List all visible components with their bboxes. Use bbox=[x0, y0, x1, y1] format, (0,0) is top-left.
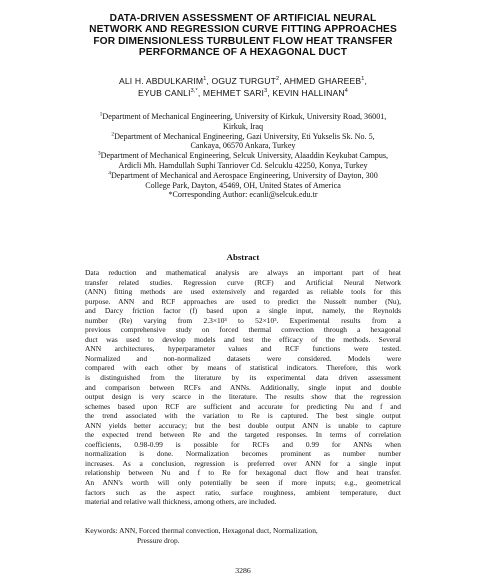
affiliation-line bbox=[60, 132, 426, 142]
title-line: FOR DIMENSIONLESS TURBULENT FLOW HEAT TRANSFER bbox=[93, 35, 393, 47]
author-separator: , bbox=[267, 87, 273, 98]
abstract-line: An ANN's worth will only potentially be seen if more inputs; e.g., geometrical bbox=[85, 478, 401, 488]
abstract-line: number (Re) varying from 2.3×10³ to 52×10³. Experimental results from a bbox=[85, 315, 401, 325]
keywords-line bbox=[85, 526, 401, 536]
author-line bbox=[40, 76, 446, 88]
abstract-line: ANN yields better accuracy; but the best double output ANN is unable to capture bbox=[85, 420, 401, 430]
author bbox=[272, 88, 348, 98]
abstract-line: purpose. ANN and RCF approaches are used to predict the Nusselt number (Nu), bbox=[85, 296, 401, 306]
title-line: PERFORMANCE OF A HEXAGONAL DUCT bbox=[138, 47, 348, 59]
abstract-line: output design is very scarce in the literature. The results show that the regression bbox=[85, 392, 401, 402]
affiliation-line bbox=[60, 112, 426, 122]
abstract-line: Data reduction and mathematical analysis are always an important part of heat bbox=[85, 268, 401, 277]
affiliation-text: Department of Mechanical and Aerospace Engineering, University of Dayton, 300 bbox=[110, 170, 378, 180]
affiliation-text: Department of Mechanical Engineering, Selcuk University, Alaaddin Keykubat Campus, bbox=[100, 151, 389, 161]
author-separator: , bbox=[279, 76, 284, 86]
abstract-line: the expected trend between Re and the targeted responses. In terms of correlation bbox=[85, 430, 401, 440]
page-number: 3286 bbox=[235, 566, 251, 575]
affiliation-text: Department of Mechanical Engineering, University of Kirkuk, University Road, 36001, bbox=[102, 112, 387, 121]
author-name: OGUZ TURGUT bbox=[211, 76, 277, 86]
affiliation-text: Department of Mechanical Engineering, Gazi University, Eti Yukselis Sk. No. 5, bbox=[114, 131, 375, 141]
author-line bbox=[40, 88, 446, 100]
abstract-line: normalization is done. Normalization becomes prominent as number number bbox=[85, 449, 401, 459]
author-separator: , bbox=[206, 76, 212, 86]
affiliations bbox=[60, 112, 426, 200]
author-affiliation-mark: 4 bbox=[344, 87, 348, 94]
paper-title bbox=[40, 13, 446, 59]
affiliation-text: College Park, Dayton, 45469, OH, United States of America bbox=[145, 180, 341, 190]
affiliation-line bbox=[60, 151, 426, 161]
affiliation-text: Cankaya, 06570 Ankara, Turkey bbox=[190, 141, 296, 151]
author-name: EYUB CANLI bbox=[138, 87, 191, 98]
affiliation-line bbox=[60, 171, 426, 181]
abstract-line: ANN architectures, hyperparameter values and RCF functions were tested. bbox=[85, 344, 401, 354]
title-line: NETWORK AND REGRESSION CURVE FITTING APPROACHES bbox=[89, 24, 397, 36]
abstract-line: transfer related studies. Regression curve (RCF) and Artificial Neural Network bbox=[85, 277, 401, 287]
abstract-line: coefficients, 0.98-0.99 is possible for RCFs and 0.99 for ANNs when bbox=[85, 439, 401, 449]
author bbox=[284, 76, 367, 86]
abstract-line: increases. As a conclusion, regression is preferred over ANN for a single input bbox=[85, 458, 401, 468]
affiliation-mark: 1 bbox=[99, 111, 103, 118]
author-affiliation-mark: 3 bbox=[264, 87, 268, 94]
affiliation-mark: 2 bbox=[111, 130, 115, 137]
abstract-line: material and relative wall thickness, among others, are included. bbox=[85, 497, 277, 507]
author-separator: , bbox=[364, 76, 368, 86]
title-line: DATA-DRIVEN ASSESSMENT OF ARTIFICIAL NEURAL bbox=[109, 13, 377, 24]
abstract-line: schemes based upon RCF are sufficient and accurate for predicting Nu and f and bbox=[85, 401, 401, 411]
keywords-line: Pressure drop. bbox=[137, 535, 180, 545]
affiliation-text: *Corresponding Author: ecanli@selcuk.edu.tr bbox=[168, 190, 318, 200]
author bbox=[212, 76, 284, 86]
abstract-line: duct was used to develop models and test the efficacy of the methods. Several bbox=[85, 334, 401, 344]
affiliation-line bbox=[60, 141, 426, 151]
author-name: AHMED GHAREEB bbox=[283, 76, 362, 86]
abstract-line: previous comprehensive study on forced thermal convection through a hexagonal bbox=[85, 325, 401, 335]
affiliation-line bbox=[60, 122, 426, 132]
author bbox=[138, 88, 203, 98]
author-name: KEVIN HALLINAN bbox=[272, 87, 345, 98]
abstract-line: factors such as the aspect ratio, surface roughness, ambient temperature, duct bbox=[85, 487, 401, 497]
author bbox=[203, 88, 272, 98]
abstract-line: and Darcy friction factor (f) based upon a single input, namely, the Reynolds bbox=[85, 306, 401, 316]
abstract-line: and comparison between RCFs and ANNs. Additionally, single input and double bbox=[85, 382, 401, 392]
keywords-label: Keywords: bbox=[85, 526, 118, 535]
affiliation-text: Kirkuk, Iraq bbox=[222, 121, 263, 131]
author bbox=[119, 76, 212, 86]
abstract-line: compared with each other by means of statistical indicators. Therefore, this work bbox=[85, 363, 401, 373]
abstract-line: Normalized and non-normalized datasets were considered. Models were bbox=[85, 353, 401, 363]
author-list bbox=[40, 76, 446, 99]
affiliation-text: Ardicli Mh. Hamdullah Suphi Tanriover Cd. Selcuklu 42250, Konya, Turkey bbox=[118, 160, 368, 170]
affiliation-line bbox=[60, 161, 426, 171]
keywords-text: ANN, Forced thermal convection, Hexagonal duct, Normalization, bbox=[119, 526, 318, 535]
affiliation-mark: 4 bbox=[108, 170, 111, 177]
abstract-line: the trend associated with the variation to Re is captured. The best single output bbox=[85, 411, 401, 421]
affiliation-line bbox=[60, 190, 426, 200]
author-affiliation-mark: 1 bbox=[361, 76, 365, 83]
author-name: MEHMET SARI bbox=[202, 87, 265, 98]
abstract-body bbox=[85, 268, 401, 507]
abstract-line: relationship between Nu and f to Re for hexagonal duct flow and heat transfer. bbox=[85, 468, 401, 478]
abstract-line: (ANN) fitting methods are used extensively and regarded as reliable tools for this bbox=[85, 287, 401, 297]
author-name: ALI H. ABDULKARIM bbox=[118, 76, 204, 86]
author-affiliation-mark: 2 bbox=[276, 76, 280, 83]
affiliation-mark: 3 bbox=[97, 150, 101, 157]
affiliation-line bbox=[60, 181, 426, 191]
author-separator: , bbox=[197, 87, 203, 98]
abstract-heading: Abstract bbox=[226, 252, 260, 262]
author-affiliation-mark: 1 bbox=[203, 76, 207, 83]
abstract-line: is distinguished from the literature by its experimental data driven assessment bbox=[85, 373, 401, 383]
keywords bbox=[85, 526, 401, 545]
author-affiliation-mark: 3,* bbox=[190, 87, 198, 94]
